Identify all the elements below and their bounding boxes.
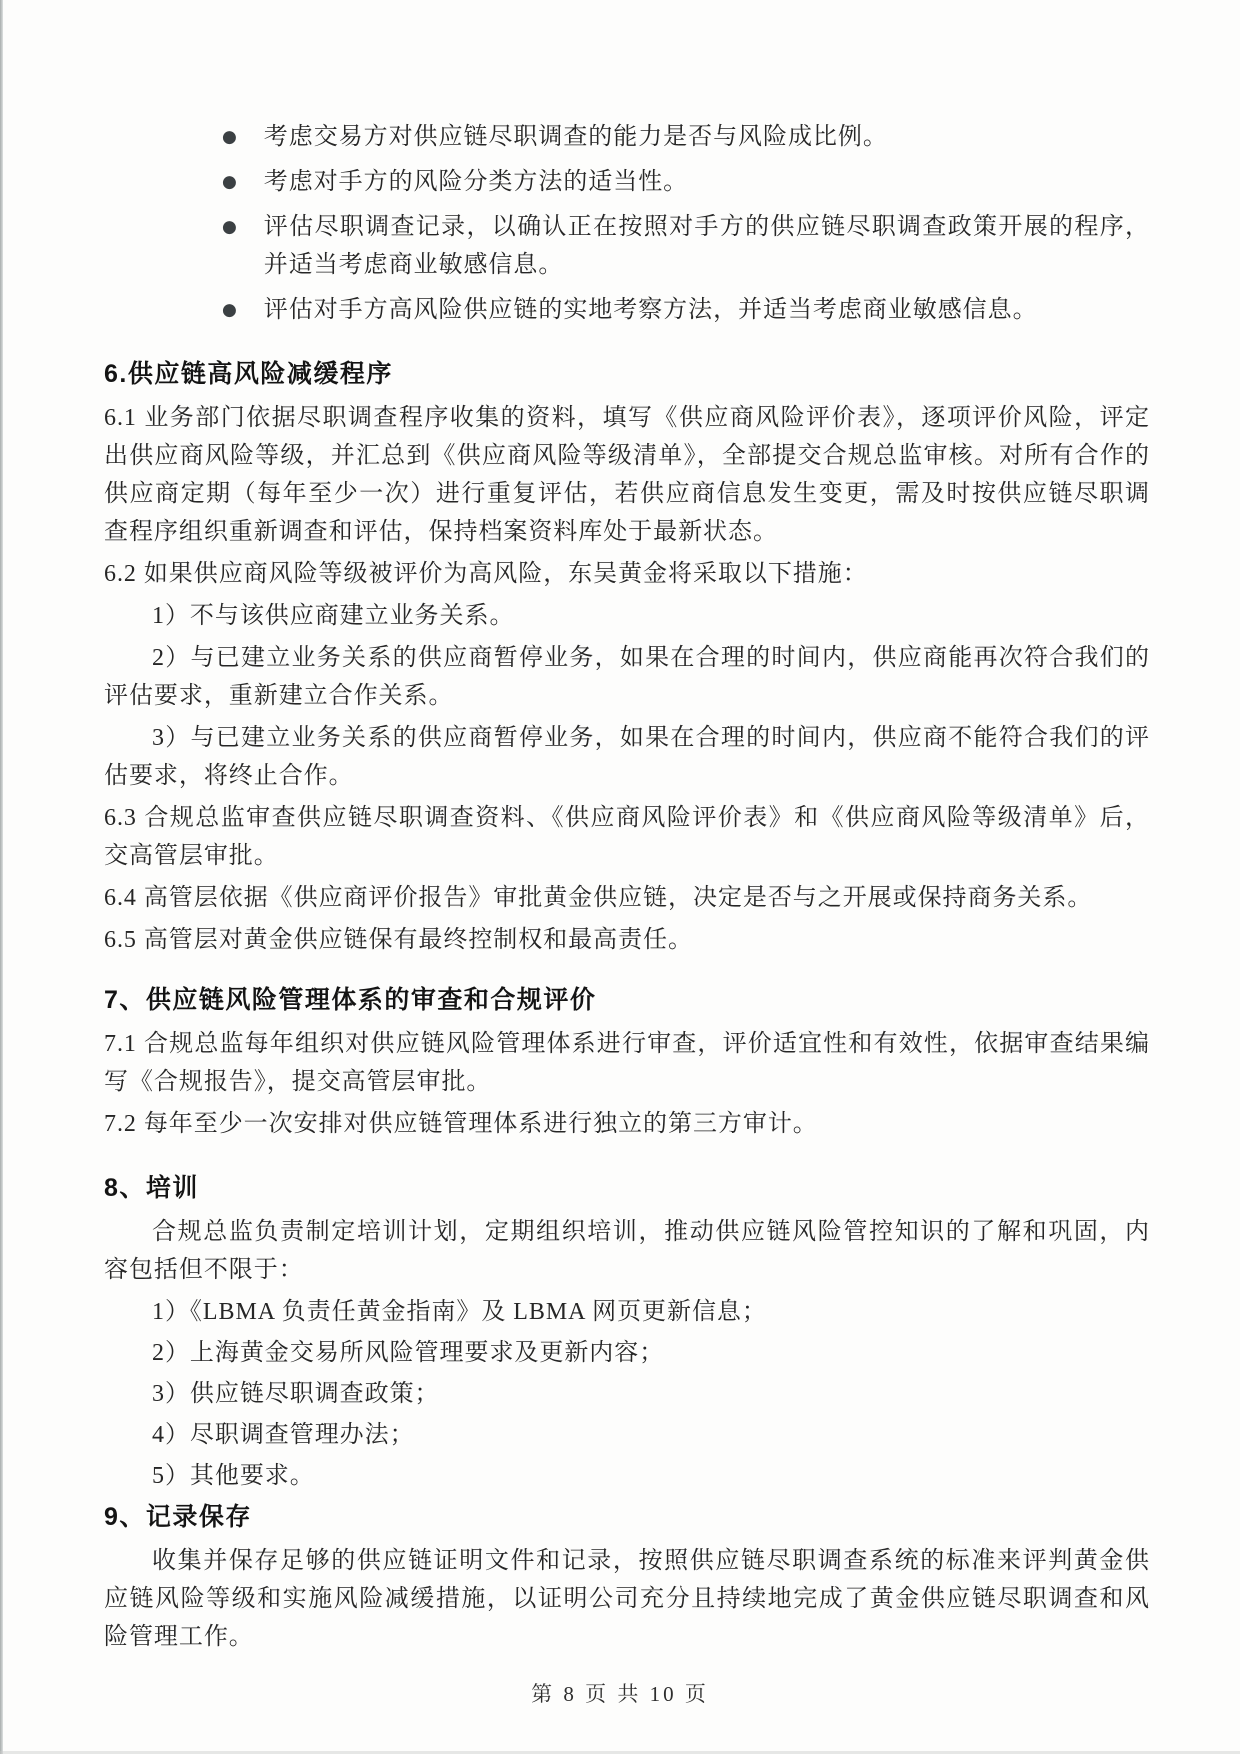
bullet-text: 考虑对手方的风险分类方法的适当性。 (263, 169, 689, 195)
section-9-heading: 9、记录保存 (104, 1503, 252, 1531)
bullet-item (222, 163, 1150, 201)
para-6-4: 6.4 高管层依据《供应商评价报告》审批黄金供应链，决定是否与之开展或保持商务关系。 (104, 885, 1093, 911)
bullet-icon: ● (222, 172, 238, 192)
para-7-2: 7.2 每年至少一次安排对供应链管理体系进行独立的第三方审计。 (104, 1111, 818, 1137)
bullet-icon: ● (222, 217, 238, 237)
para-6-2: 6.2 如果供应商风险等级被评价为高风险，东吴黄金将采取以下措施： (104, 561, 868, 587)
para-7-1: 7.1 合规总监每年组织对供应链风险管理体系进行审查，评价适宜性和有效性，依据审查结果编写《合规报告》，提交高管层审批。 (104, 1031, 1150, 1095)
para-6-3: 6.3 合规总监审查供应链尽职调查资料、《供应商风险评价表》和《供应商风险等级清单》后，交高管层审批。 (104, 805, 1150, 869)
para-8-item-2: 2）上海黄金交易所风险管理要求及更新内容； (152, 1340, 665, 1366)
bullet-text: 评估尽职调查记录，以确认正在按照对手方的供应链尽职调查政策开展的程序，并适当考虑商业敏感信息。 (263, 214, 1150, 278)
bullet-icon: ● (222, 127, 238, 147)
section-7-heading: 7、供应链风险管理体系的审查和合规评价 (104, 986, 597, 1014)
para-8-item-5: 5）其他要求。 (152, 1463, 315, 1489)
section-6-heading: 6.供应链高风险减缓程序 (104, 360, 393, 388)
bullet-text: 考虑交易方对供应链尽职调查的能力是否与风险成比例。 (263, 124, 888, 150)
section-8-heading: 8、培训 (104, 1174, 199, 1202)
para-8-intro: 合规总监负责制定培训计划，定期组织培训，推动供应链风险管控知识的了解和巩固，内容包括但不限于： (104, 1219, 1150, 1283)
bullet-text: 评估对手方高风险供应链的实地考察方法，并适当考虑商业敏感信息。 (263, 297, 1038, 323)
para-9: 收集并保存足够的供应链证明文件和记录，按照供应链尽职调查系统的标准来评判黄金供应链风险等级和实施风险减缓措施，以证明公司充分且持续地完成了黄金供应链尽职调查和风险管理工作。 (104, 1548, 1150, 1650)
bullet-item (222, 118, 1150, 156)
para-8-item-3: 3）供应链尽职调查政策； (152, 1381, 440, 1407)
bullet-item (222, 208, 1150, 284)
page-footer: 第 8 页 共 10 页 (531, 1682, 709, 1706)
para-6-5: 6.5 高管层对黄金供应链保有最终控制权和最高责任。 (104, 927, 693, 953)
para-6-1: 6.1 业务部门依据尽职调查程序收集的资料，填写《供应商风险评价表》，逐项评价风险，评定出供应商风险等级，并汇总到《供应商风险等级清单》，全部提交合规总监审核。对所有合作的供应商定期（每年至少一次）进行重复评估，若供应商信息发生变更，需及时按供应链尽职调查程序组织重新调查和评估，保持档案资料库处于最新状态。 (104, 405, 1150, 545)
bullet-item (222, 291, 1150, 329)
para-6-2-item-1: 1）不与该供应商建立业务关系。 (152, 603, 515, 629)
para-6-2-item-3: 3）与已建立业务关系的供应商暂停业务，如果在合理的时间内，供应商不能符合我们的评估要求，将终止合作。 (104, 725, 1150, 789)
para-6-2-item-2: 2）与已建立业务关系的供应商暂停业务，如果在合理的时间内，供应商能再次符合我们的评估要求，重新建立合作关系。 (104, 645, 1150, 709)
bullet-list (104, 118, 1150, 329)
para-8-item-1: 1）《LBMA 负责任黄金指南》及 LBMA 网页更新信息； (152, 1299, 767, 1325)
bullet-icon: ● (222, 300, 238, 320)
para-8-item-4: 4）尽职调查管理办法； (152, 1422, 415, 1448)
